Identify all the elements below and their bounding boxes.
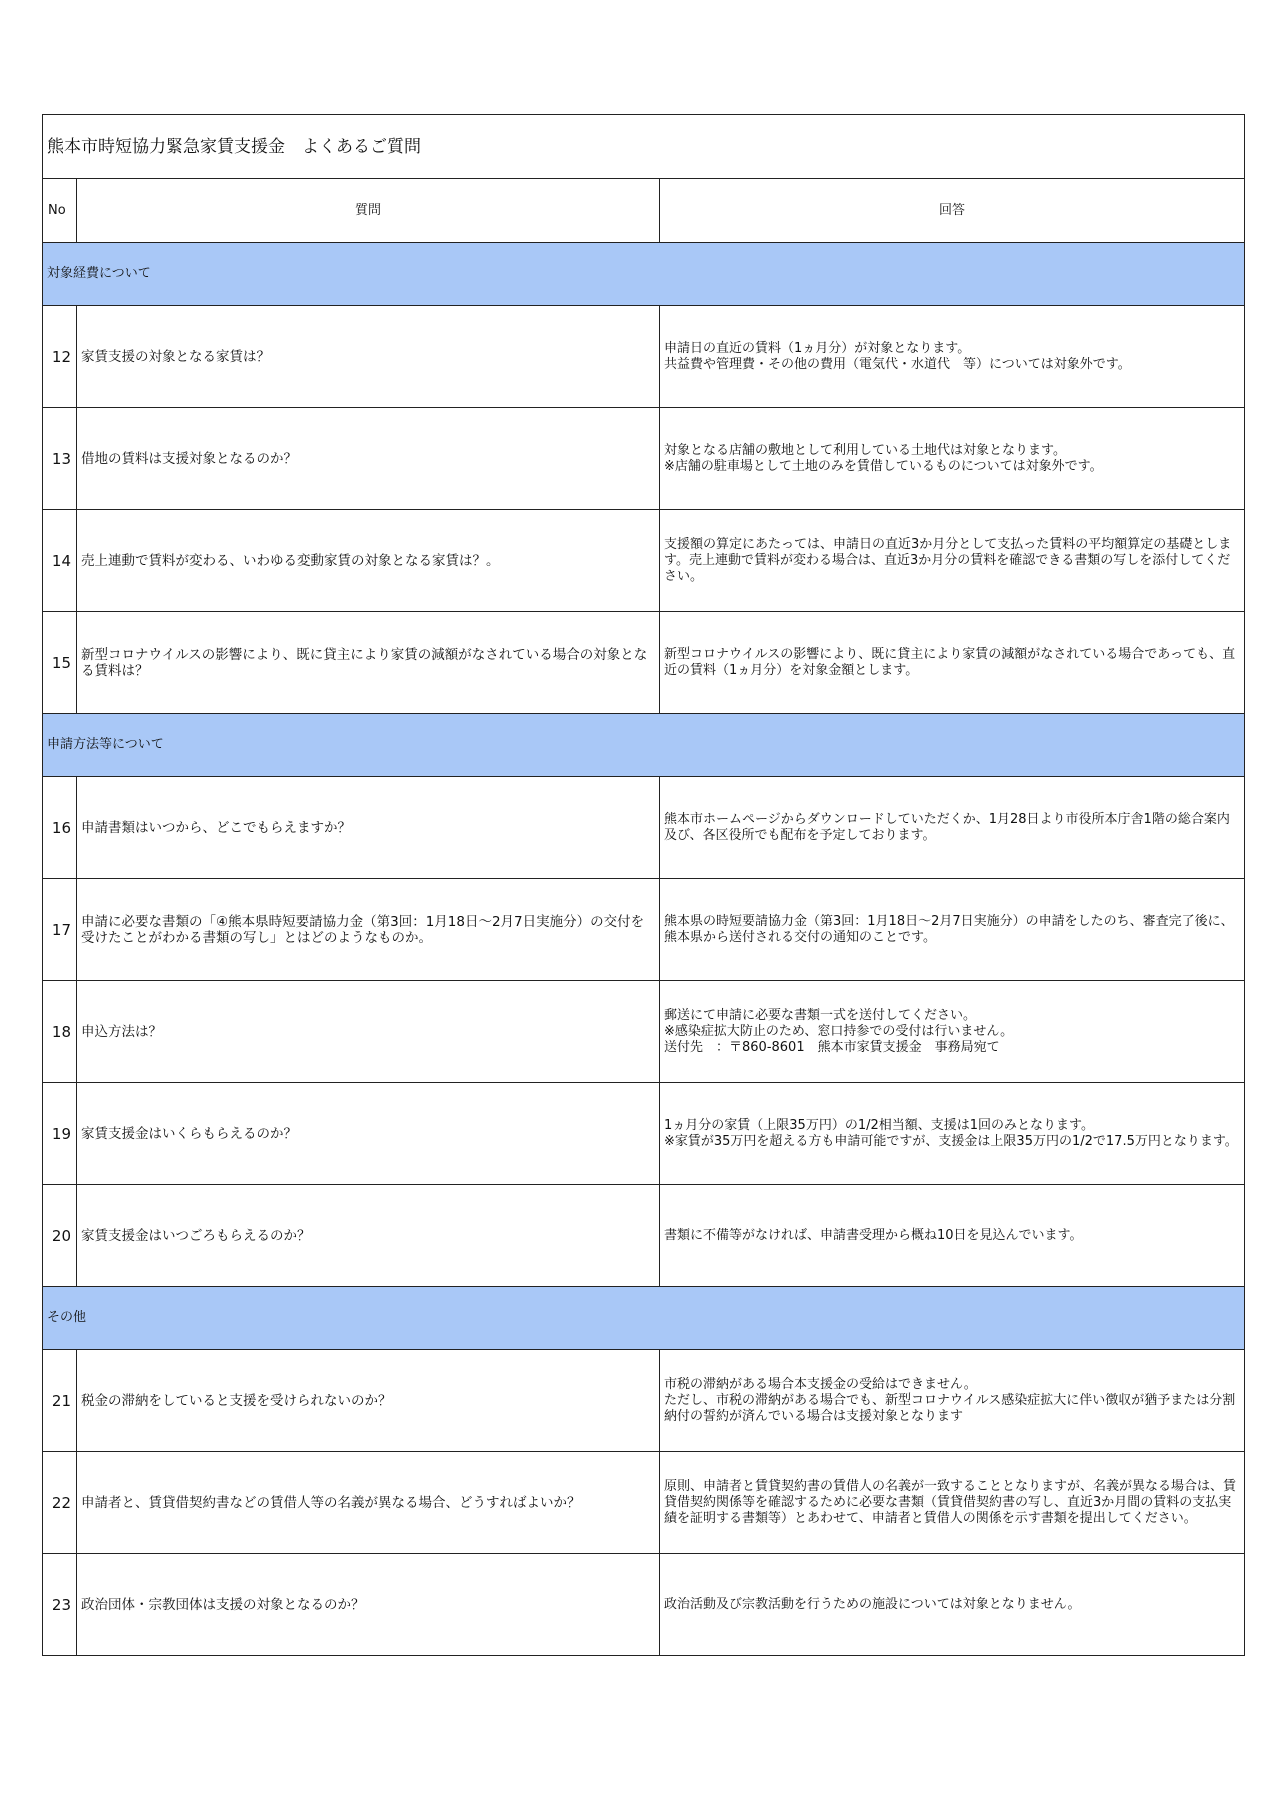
answer-cell: 申請日の直近の賃料（1ヵ月分）が対象となります。 共益費や管理費・その他の費用（電気代・水道代 等）については対象外です。 [660, 306, 1245, 408]
section-label: その他 [43, 1287, 1245, 1350]
section-label: 申請方法等について [43, 714, 1245, 777]
table-row [43, 1083, 1245, 1185]
header-row [43, 179, 1245, 243]
faq-table [42, 114, 1245, 1656]
question-cell: 申請書類はいつから、どこでもらえますか？ [77, 777, 660, 879]
section-label: 対象経費について [43, 243, 1245, 306]
answer-cell: 政治活動及び宗教活動を行うための施設については対象となりません。 [660, 1554, 1245, 1656]
question-cell: 申込方法は？ [77, 981, 660, 1083]
table-row [43, 879, 1245, 981]
question-cell: 新型コロナウイルスの影響により、既に貸主により家賃の減額がなされている場合の対象となる賃料は？ [77, 612, 660, 714]
table-row [43, 981, 1245, 1083]
table-row [43, 510, 1245, 612]
table-row [43, 408, 1245, 510]
table-row [43, 1350, 1245, 1452]
answer-cell: 対象となる店舗の敷地として利用している土地代は対象となります。 ※店舗の駐車場として土地のみを賃借しているものについては対象外です。 [660, 408, 1245, 510]
question-cell: 税金の滞納をしていると支援を受けられないのか？ [77, 1350, 660, 1452]
row-number: 20 [43, 1185, 77, 1287]
answer-cell: 原則、申請者と賃貸契約書の賃借人の名義が一致することとなりますが、名義が異なる場合は、賃貸借契約関係等を確認するために必要な書類（賃貸借契約書の写し、直近3か月間の賃料の支払実績を証明する書類等）とあわせて、申請者と賃借人の関係を示す書類を提出してください。 [660, 1452, 1245, 1554]
answer-cell: 郵送にて申請に必要な書類一式を送付してください。 ※感染症拡大防止のため、窓口持参での受付は行いません。 送付先 ：〒860-8601 熊本市家賃支援金 事務局宛て [660, 981, 1245, 1083]
question-cell: 政治団体・宗教団体は支援の対象となるのか？ [77, 1554, 660, 1656]
question-cell: 売上連動で賃料が変わる、いわゆる変動家賃の対象となる家賃は？。 [77, 510, 660, 612]
table-row [43, 777, 1245, 879]
title-row [43, 115, 1245, 179]
answer-cell: 熊本県の時短要請協力金（第3回：1月18日〜2月7日実施分）の申請をしたのち、審査完了後に、熊本県から送付される交付の通知のことです。 [660, 879, 1245, 981]
row-number: 14 [43, 510, 77, 612]
answer-cell: 市税の滞納がある場合本支援金の受給はできません。 ただし、市税の滞納がある場合でも、新型コロナウイルス感染症拡大に伴い徴収が猶予または分割納付の誓約が済んでいる場合は支援対象となります [660, 1350, 1245, 1452]
question-cell: 家賃支援の対象となる家賃は？ [77, 306, 660, 408]
section-row [43, 1287, 1245, 1350]
no-column-header: No [43, 179, 77, 243]
question-column-header: 質問 [77, 179, 660, 243]
question-cell: 申請に必要な書類の「④熊本県時短要請協力金（第3回：1月18日〜2月7日実施分）の交付を受けたことがわかる書類の写し」とはどのようなものか。 [77, 879, 660, 981]
answer-cell: 書類に不備等がなければ、申請書受理から概ね10日を見込んでいます。 [660, 1185, 1245, 1287]
table-row [43, 612, 1245, 714]
answer-cell: 1ヵ月分の家賃（上限35万円）の1/2相当額、支援は1回のみとなります。 ※家賃が35万円を超える方も申請可能ですが、支援金は上限35万円の1/2で17.5万円となります。 [660, 1083, 1245, 1185]
row-number: 22 [43, 1452, 77, 1554]
section-row [43, 243, 1245, 306]
table-row [43, 1554, 1245, 1656]
row-number: 21 [43, 1350, 77, 1452]
table-row [43, 1185, 1245, 1287]
section-row [43, 714, 1245, 777]
row-number: 16 [43, 777, 77, 879]
row-number: 17 [43, 879, 77, 981]
row-number: 19 [43, 1083, 77, 1185]
row-number: 12 [43, 306, 77, 408]
question-cell: 申請者と、賃貸借契約書などの賃借人等の名義が異なる場合、どうすればよいか？ [77, 1452, 660, 1554]
answer-cell: 熊本市ホームページからダウンロードしていただくか、1月28日より市役所本庁舎1階の総合案内及び、各区役所でも配布を予定しております。 [660, 777, 1245, 879]
answer-cell: 支援額の算定にあたっては、申請日の直近3か月分として支払った賃料の平均額算定の基礎とします。売上連動で賃料が変わる場合は、直近3か月分の賃料を確認できる書類の写しを添付してください。 [660, 510, 1245, 612]
answer-cell: 新型コロナウイルスの影響により、既に貸主により家賃の減額がなされている場合であっても、直近の賃料（1ヵ月分）を対象金額とします。 [660, 612, 1245, 714]
document-title: 熊本市時短協力緊急家賃支援金 よくあるご質問 [43, 115, 1245, 179]
question-cell: 家賃支援金はいくらもらえるのか？ [77, 1083, 660, 1185]
row-number: 18 [43, 981, 77, 1083]
table-row [43, 306, 1245, 408]
question-cell: 家賃支援金はいつごろもらえるのか？ [77, 1185, 660, 1287]
answer-column-header: 回答 [660, 179, 1245, 243]
row-number: 15 [43, 612, 77, 714]
table-row [43, 1452, 1245, 1554]
row-number: 13 [43, 408, 77, 510]
row-number: 23 [43, 1554, 77, 1656]
question-cell: 借地の賃料は支援対象となるのか？ [77, 408, 660, 510]
